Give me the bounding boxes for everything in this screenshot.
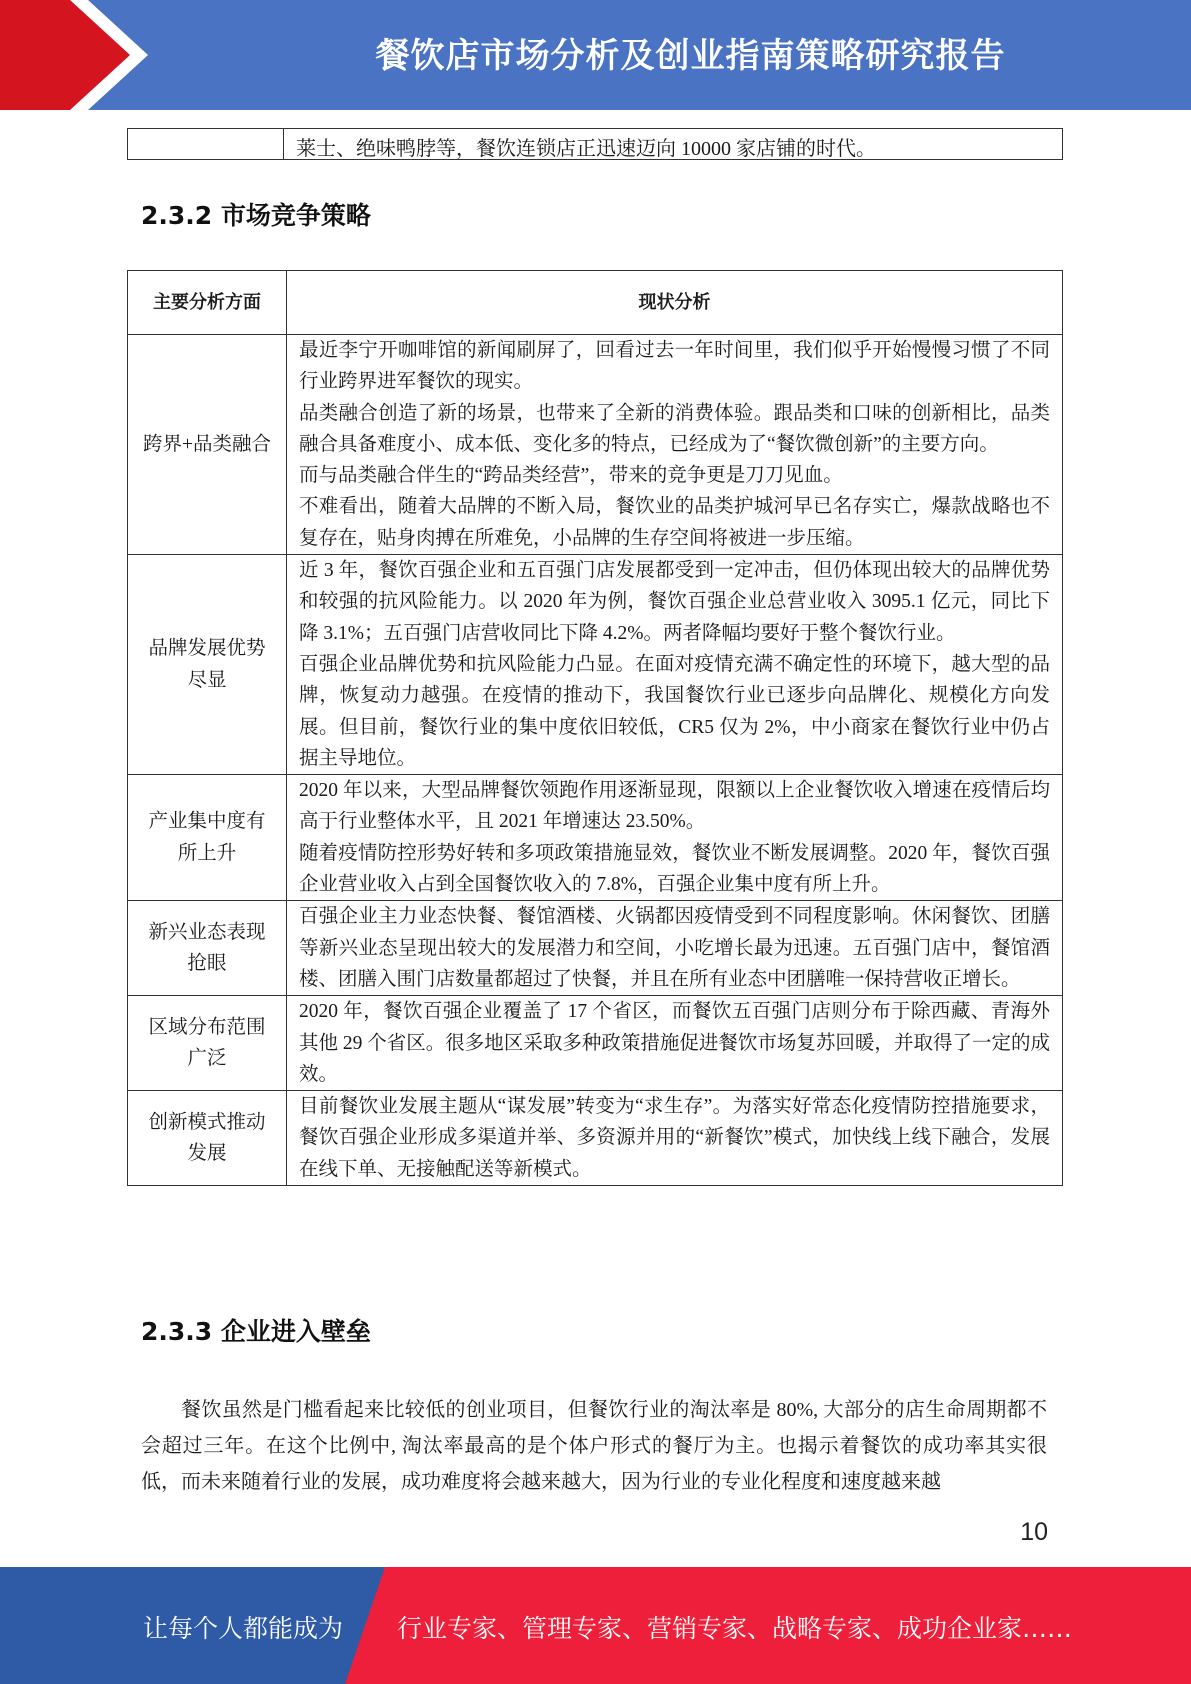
header-arrow-decoration [0,0,260,110]
analysis-cell [287,775,1063,901]
aspect-cell: 跨界+品类融合 [128,335,287,555]
aspect-cell: 产业集中度有所上升 [128,775,287,901]
continued-table-row [127,128,1063,160]
analysis-cell [287,555,1063,775]
analysis-paragraph: 2020 年，餐饮百强企业覆盖了 17 个省区，而餐饮五百强门店则分布于除西藏、青海外其他 29 个省区。很多地区采取多种政策措施促进餐饮市场复苏回暖，并取得了一定的成效。 [299,1001,1050,1085]
section-heading: 2.3.2 市场竞争策略 [141,201,371,230]
analysis-paragraph: 而与品类融合伴生的“跨品类经营”，带来的竞争更是刀刀见血。 [299,465,843,487]
table-header-row [128,271,1063,335]
aspect-cell: 创新模式推动发展 [128,1091,287,1186]
page-footer [0,1567,1191,1684]
table-row [128,901,1063,996]
paragraph-text: 餐饮虽然是门槛看起来比较低的创业项目，但餐饮行业的淘汰率是 80%, 大部分的店生命周期都不会超过三年。在这个比例中, 淘汰率最高的是个体户形式的餐厅为主。也揭示着餐饮的成功率其实很低，而未来随着行业的发展，成功难度将会越来越大，因为行业的专业化程度和速度越来越 [141,1399,1047,1493]
analysis-paragraph: 品类融合创造了新的场景，也带来了全新的消费体验。跟品类和口味的创新相比，品类融合具备难度小、成本低、变化多的特点，已经成为了“餐饮微创新”的主要方向。 [299,402,1050,455]
continued-cell-aspect [128,129,284,159]
table-row [128,996,1063,1091]
footer-roles: 行业专家、管理专家、营销专家、战略专家、成功企业家…… [397,1614,1073,1643]
analysis-paragraph: 最近李宁开咖啡馆的新闻刷屏了，回看过去一年时间里，我们似乎开始慢慢习惯了不同行业跨界进军餐饮的现实。 [299,340,1050,393]
analysis-paragraph: 2020 年以来，大型品牌餐饮领跑作用逐渐显现，限额以上企业餐饮收入增速在疫情后均高于行业整体水平，且 2021 年增速达 23.50%。 [299,780,1050,833]
analysis-paragraph: 百强企业品牌优势和抗风险能力凸显。在面对疫情充满不确定性的环境下，越大型的品牌，恢复动力越强。在疫情的推动下，我国餐饮行业已逐步向品牌化、规模化方向发展。但目前，餐饮行业的集中度依旧较低，CR5 仅为 2%，中小商家在餐饮行业中仍占据主导地位。 [299,653,1050,769]
table-row [128,335,1063,555]
page-number: 10 [1020,1518,1048,1546]
analysis-paragraph: 不难看出，随着大品牌的不断入局，餐饮业的品类护城河早已名存实亡，爆款战略也不复存在，贴身肉搏在所难免，小品牌的生存空间将被进一步压缩。 [299,496,1050,549]
continued-cell-text: 莱士、绝味鸭脖等，餐饮连锁店正迅速迈向 10000 家店铺的时代。 [296,138,876,160]
table-row [128,1091,1063,1186]
footer-slogan: 让每个人都能成为 [143,1614,344,1643]
table-row [128,775,1063,901]
analysis-cell [287,1091,1063,1186]
body-paragraph [141,1392,1047,1500]
column-header: 现状分析 [287,271,1063,335]
analysis-cell [287,901,1063,996]
analysis-cell [287,996,1063,1091]
analysis-cell [287,335,1063,555]
column-header: 主要分析方面 [128,271,287,335]
aspect-cell: 新兴业态表现抢眼 [128,901,287,996]
aspect-cell: 品牌发展优势尽显 [128,555,287,775]
table-row [128,555,1063,775]
aspect-cell: 区域分布范围广泛 [128,996,287,1091]
section-heading: 2.3.3 企业进入壁垒 [141,1317,371,1346]
competition-strategy-table [127,270,1063,1186]
analysis-paragraph: 随着疫情防控形势好转和多项政策措施显效，餐饮业不断发展调整。2020 年，餐饮百强企业营业收入占到全国餐饮收入的 7.8%，百强企业集中度有所上升。 [299,842,1050,896]
analysis-paragraph: 近 3 年，餐饮百强企业和五百强门店发展都受到一定冲击，但仍体现出较大的品牌优势和较强的抗风险能力。以 2020 年为例，餐饮百强企业总营业收入 3095.1 亿元，同比下降 3.1%；五百强门店营收同比下降 4.2%。两者降幅均要好于整个餐饮行业。 [299,560,1050,644]
analysis-paragraph: 目前餐饮业发展主题从“谋发展”转变为“求生存”。为落实好常态化疫情防控措施要求，餐饮百强企业形成多渠道并举、多资源并用的“新餐饮”模式，加快线上线下融合，发展在线下单、无接触配送等新模式。 [299,1096,1050,1180]
page-header [0,0,1191,110]
report-title: 餐饮店市场分析及创业指南策略研究报告 [375,36,1006,76]
analysis-paragraph: 百强企业主力业态快餐、餐馆酒楼、火锅都因疫情受到不同程度影响。休闲餐饮、团膳等新兴业态呈现出较大的发展潜力和空间，小吃增长最为迅速。五百强门店中，餐馆酒楼、团膳入围门店数量都超过了快餐，并且在所有业态中团膳唯一保持营收正增长。 [299,906,1050,990]
